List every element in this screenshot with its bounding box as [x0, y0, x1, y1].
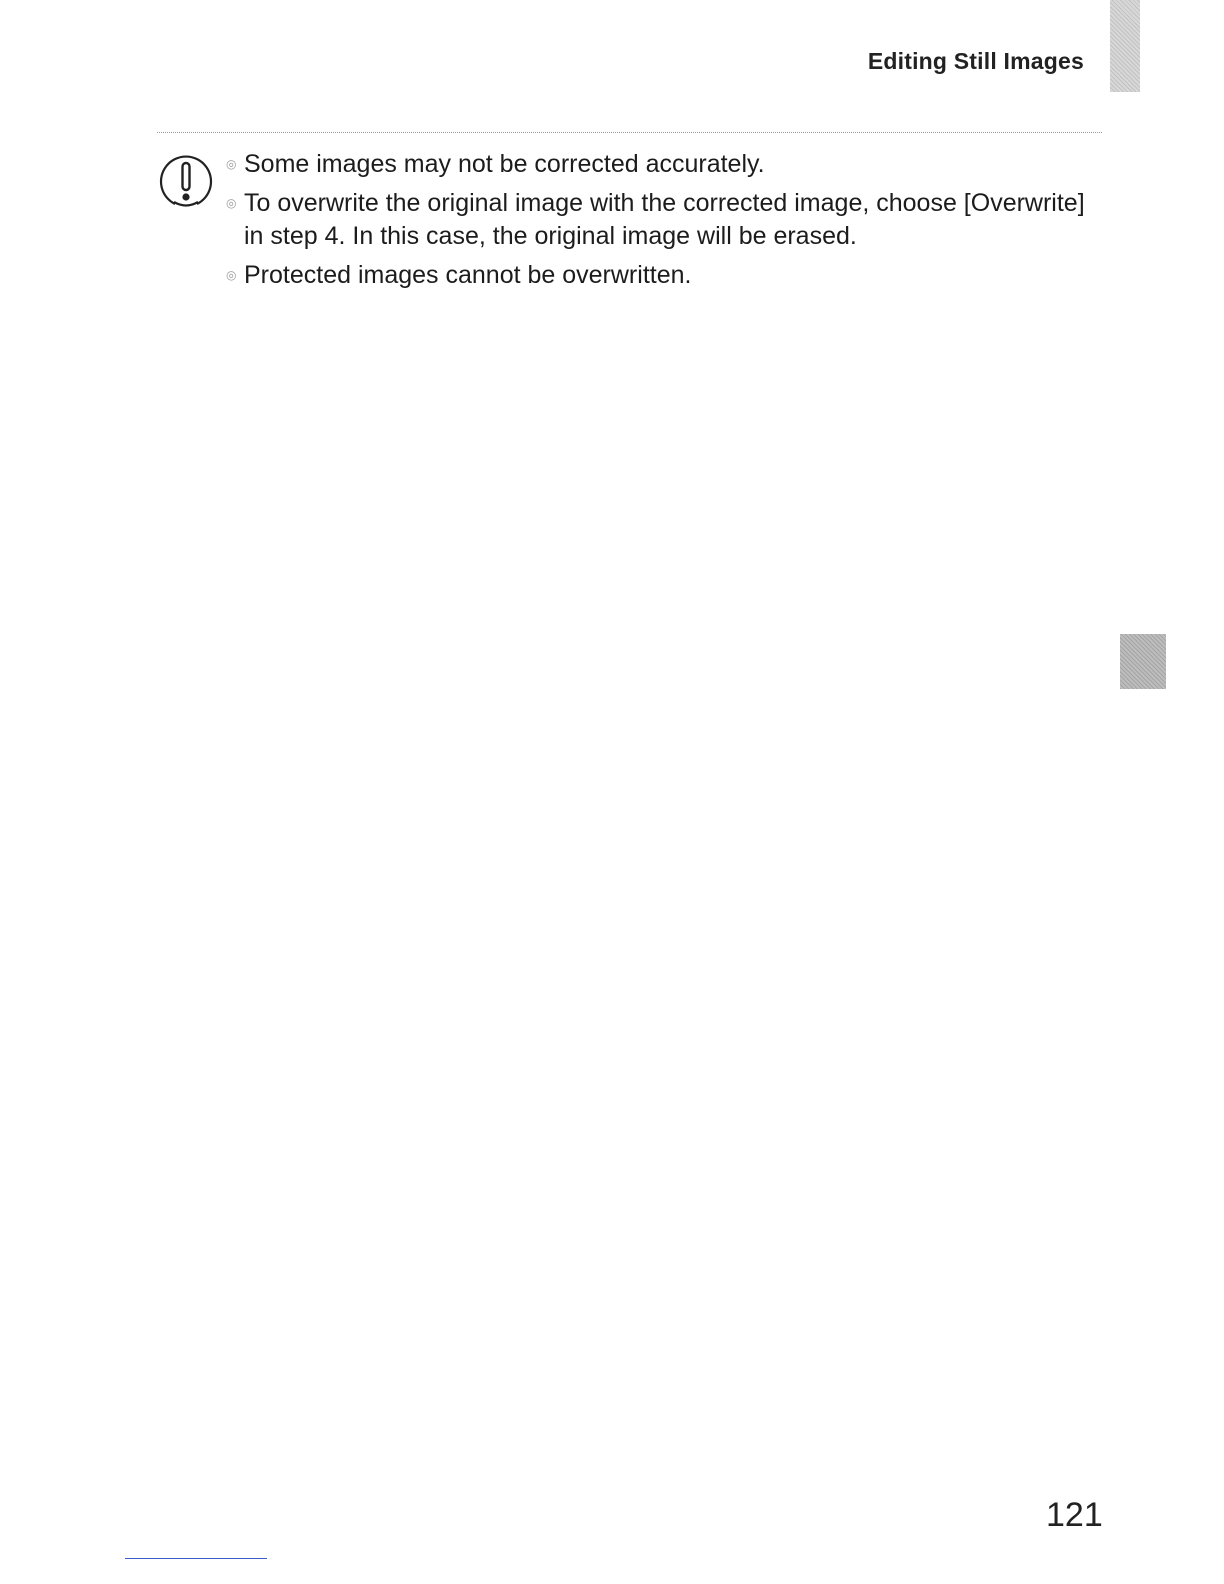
bullet-icon: ◎	[226, 196, 237, 210]
caution-icon	[157, 152, 215, 210]
dotted-divider	[157, 132, 1102, 133]
footer-rule	[125, 1558, 267, 1559]
section-title: Editing Still Images	[867, 48, 1084, 74]
note-text: To overwrite the original image with the corrected image, choose [Overwrite] in step 4. In this case, the original image will be erased.	[244, 189, 1085, 250]
caution-note	[226, 187, 1106, 253]
caution-notes	[226, 148, 1106, 298]
note-text: Some images may not be corrected accurately.	[244, 150, 765, 178]
bullet-icon: ◎	[226, 157, 237, 171]
page-number: 121	[1046, 1496, 1103, 1534]
bullet-icon: ◎	[226, 268, 237, 282]
chapter-tab-top	[1110, 0, 1140, 92]
chapter-tab-side	[1120, 634, 1166, 689]
caution-note	[226, 148, 1106, 181]
note-text: Protected images cannot be overwritten.	[244, 261, 692, 289]
caution-note	[226, 259, 1106, 292]
